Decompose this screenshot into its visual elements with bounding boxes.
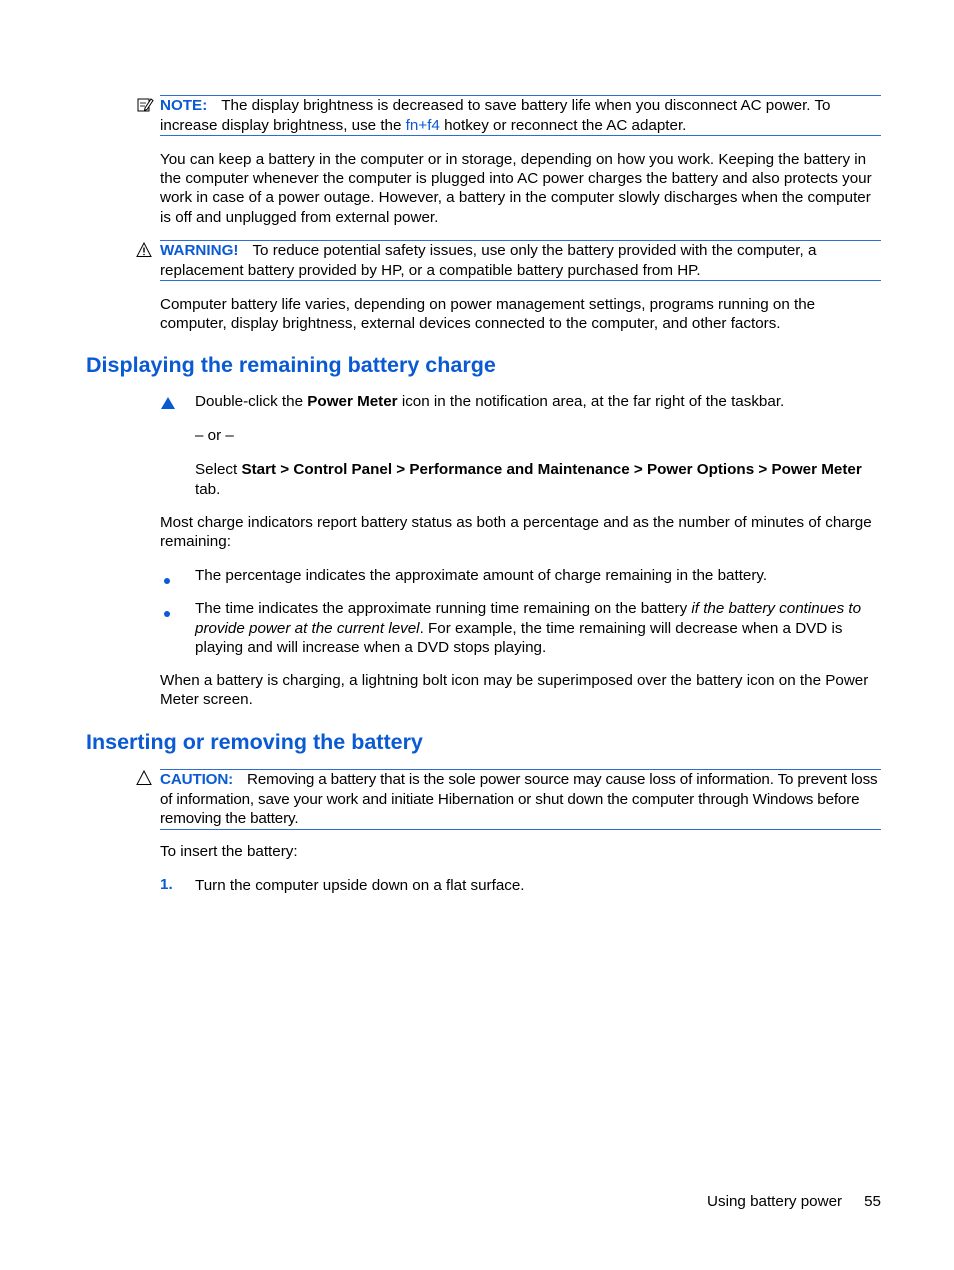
- note-text-b: hotkey or reconnect the AC adapter.: [439, 116, 687, 134]
- paragraph-battery-life: Computer battery life varies, depending on power management settings, programs running on the computer, display brightness, external devices connected to the computer, and other factors.: [160, 296, 816, 333]
- hotkey-text: fn+f4: [405, 116, 440, 134]
- paragraph-charge-indicators: Most charge indicators report battery status as both a percentage and as the number of minutes of charge remaining:: [160, 514, 872, 551]
- step-b-post: tab.: [195, 480, 221, 498]
- step-b-bold: Start > Control Panel > Performance and Maintenance > Power Options > Power Meter: [241, 461, 862, 478]
- step-number: 1.: [160, 876, 173, 893]
- warning-icon: [136, 242, 152, 262]
- warning-text: To reduce potential safety issues, use only the battery provided with the computer, a replacement battery provided by HP, or a compatible battery purchased from HP.: [160, 242, 817, 279]
- caution-box: [160, 769, 881, 830]
- bullet2-italic: if the battery continues to provide power at the current level: [195, 600, 862, 637]
- bullet-dot-icon: [163, 572, 171, 589]
- page-number: 55: [864, 1193, 881, 1210]
- heading-remaining-charge: Displaying the remaining battery charge: [86, 353, 496, 377]
- caution-text: Removing a battery that is the sole power source may cause loss of information. To prevent loss of information, save your work and initiate Hibernation or shut down the computer through Windows before removing the battery.: [160, 771, 878, 827]
- bullet-dot-icon: [163, 605, 171, 622]
- step-double-click: [195, 392, 883, 412]
- caution-icon: [136, 770, 152, 790]
- step-select-path: [195, 460, 883, 499]
- bullet-percentage: The percentage indicates the approximate amount of charge remaining in the battery.: [195, 567, 768, 584]
- step-triangle-icon: [160, 396, 176, 414]
- footer-section-title: Using battery power: [707, 1193, 843, 1210]
- step-a-post: icon in the notification area, at the far right of the taskbar.: [397, 393, 785, 410]
- step-turn-computer: Turn the computer upside down on a flat surface.: [195, 877, 525, 894]
- bullet2-pre: The time indicates the approximate running time remaining on the battery: [195, 600, 692, 617]
- note-text-a: The display brightness is decreased to save battery life when you disconnect AC power. To increase display brightness, use the: [160, 97, 831, 134]
- paragraph-battery-storage: You can keep a battery in the computer or in storage, depending on how you work. Keeping the battery in the computer whenever the computer is plugged into AC power charges the battery and also protects your work in case of a power outage. However, a battery in the computer slowly discharges when the computer is off and unplugged from external power.: [160, 151, 872, 226]
- step-b-pre: Select: [195, 461, 242, 478]
- heading-inserting-removing: Inserting or removing the battery: [86, 730, 423, 754]
- step-a-pre: Double-click the: [195, 393, 308, 410]
- page-footer: [707, 1193, 881, 1210]
- bullet-time: [195, 599, 883, 658]
- insert-intro: To insert the battery:: [160, 843, 298, 860]
- bullet2-post: . For example, the time remaining will decrease when a DVD is playing and will increase when a DVD stops playing.: [195, 619, 843, 656]
- note-box: [160, 95, 881, 136]
- note-label: NOTE:: [160, 97, 208, 114]
- caution-label: CAUTION:: [160, 771, 234, 788]
- step-a-bold: Power Meter: [307, 393, 398, 410]
- warning-box: [160, 240, 881, 281]
- or-separator: – or –: [195, 427, 234, 444]
- note-icon: [136, 96, 154, 118]
- paragraph-lightning-bolt: When a battery is charging, a lightning bolt icon may be superimposed over the battery icon on the Power Meter screen.: [160, 672, 869, 709]
- warning-label: WARNING!: [160, 242, 239, 259]
